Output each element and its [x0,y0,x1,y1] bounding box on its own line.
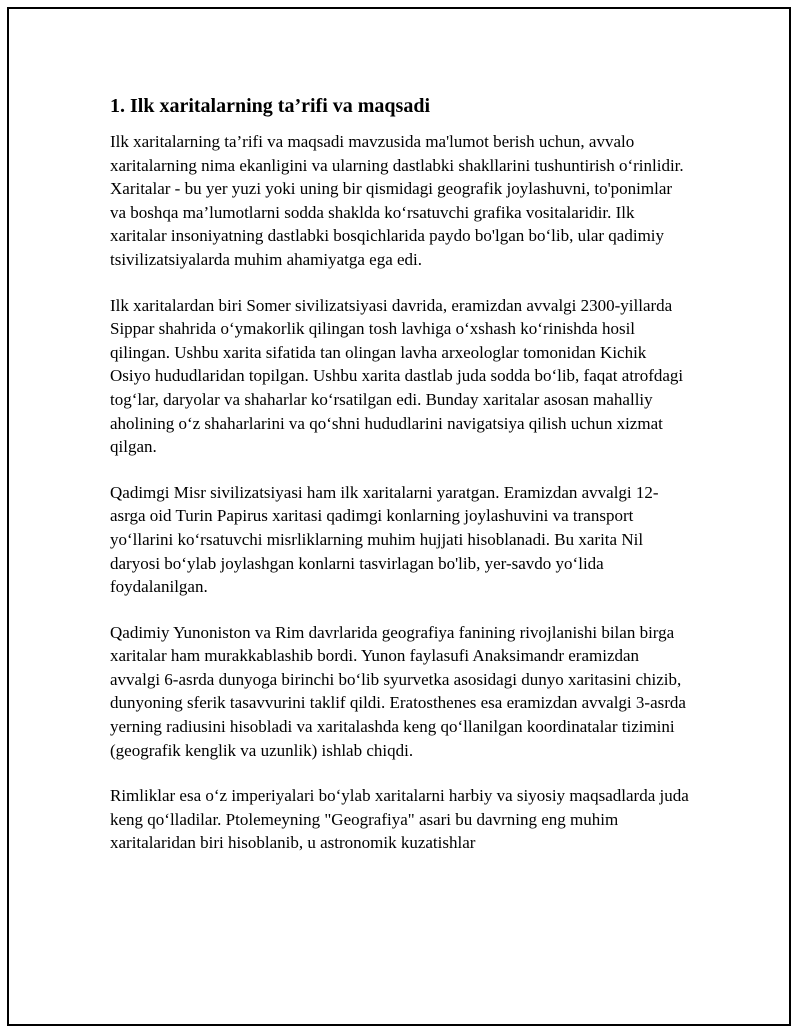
paragraph-greece-rome: Qadimiy Yunoniston va Rim davrlarida geografiya fanining rivojlanishi bilan birga xaritalar ham murakkablashib bordi. Yunon faylasufi Anaksimandr eramizdan avvalgi 6-asrda dunyoga birinchi bo‘lib syurvetka asosidagi dunyo xaritasini chizib, dunyoning sferik tasavvurini taklif qildi. Eratosthenes esa eramizdan avvalgi 3-asrda yerning radiusini hisobladi va xaritalashda keng qo‘llanilgan koordinatalar tizimini (geografik kenglik va uzunlik) ishlab chiqdi. [110,622,686,760]
paragraph-sumer: Ilk xaritalardan biri Somer sivilizatsiyasi davrida, eramizdan avvalgi 2300-yillarda Sippar shahrida o‘ymakorlik qilingan tosh lavhiga o‘xshash ko‘rinishda hosil qilingan. Ushbu xarita sifatida tan olingan lavha arxeologlar tomonidan Kichik Osiyo hududlaridan topilgan. Ushbu xarita dastlab juda sodda bo‘lib, faqat atrofdagi tog‘lar, daryolar va shaharlar ko‘rsatilgan edi. Bunday xaritalar asosan mahalliy aholining o‘z shaharlarini va qo‘shni hududlarini navigatsiya qilish uchun xizmat qilgan. [110,295,684,457]
paragraph-romans: Rimliklar esa o‘z imperiyalari bo‘ylab xaritalarni harbiy va siyosiy maqsadlarda juda keng qo‘lladilar. Ptolemeyning "Geografiya" asari bu davrning eng muhim xaritalaridan biri hisoblanib, u astronomik kuzatishlar [110,786,689,853]
section-heading: 1. Ilk xaritalarning ta’rifi va maqsadi [110,95,431,117]
paragraph-egypt: Qadimgi Misr sivilizatsiyasi ham ilk xaritalarni yaratgan. Eramizdan avvalgi 12-asrga oid Turin Papirus xaritasi qadimgi konlarning joylashuvini va transport yo‘llarini ko‘rsatuvchi misrliklarning muhim hujjati hisoblanadi. Bu xarita Nil daryosi bo‘ylab joylashgan konlarni tasvirlagan bo'lib, yer-savdo yo‘lida foydalanilgan. [110,482,659,597]
paragraph-definition: Ilk xaritalarning ta’rifi va maqsadi mavzusida ma'lumot berish uchun, avvalo xaritalarning nima ekanligini va ularning dastlabki shakllarini tushuntirish o‘rinlidir. Xaritalar - bu yer yuzi yoki uning bir qismidagi geografik joylashuvni, to'ponimlar va boshqa ma’lumotlarni sodda shaklda ko‘rsatuvchi grafika vositalaridir. Ilk xaritalar insoniyatning dastlabki bosqichlarida paydo bo'lgan bo‘lib, ular qadimiy tsivilizatsiyalarda muhim ahamiyatga ega edi. [110,132,684,269]
document-body [110,88,690,877]
